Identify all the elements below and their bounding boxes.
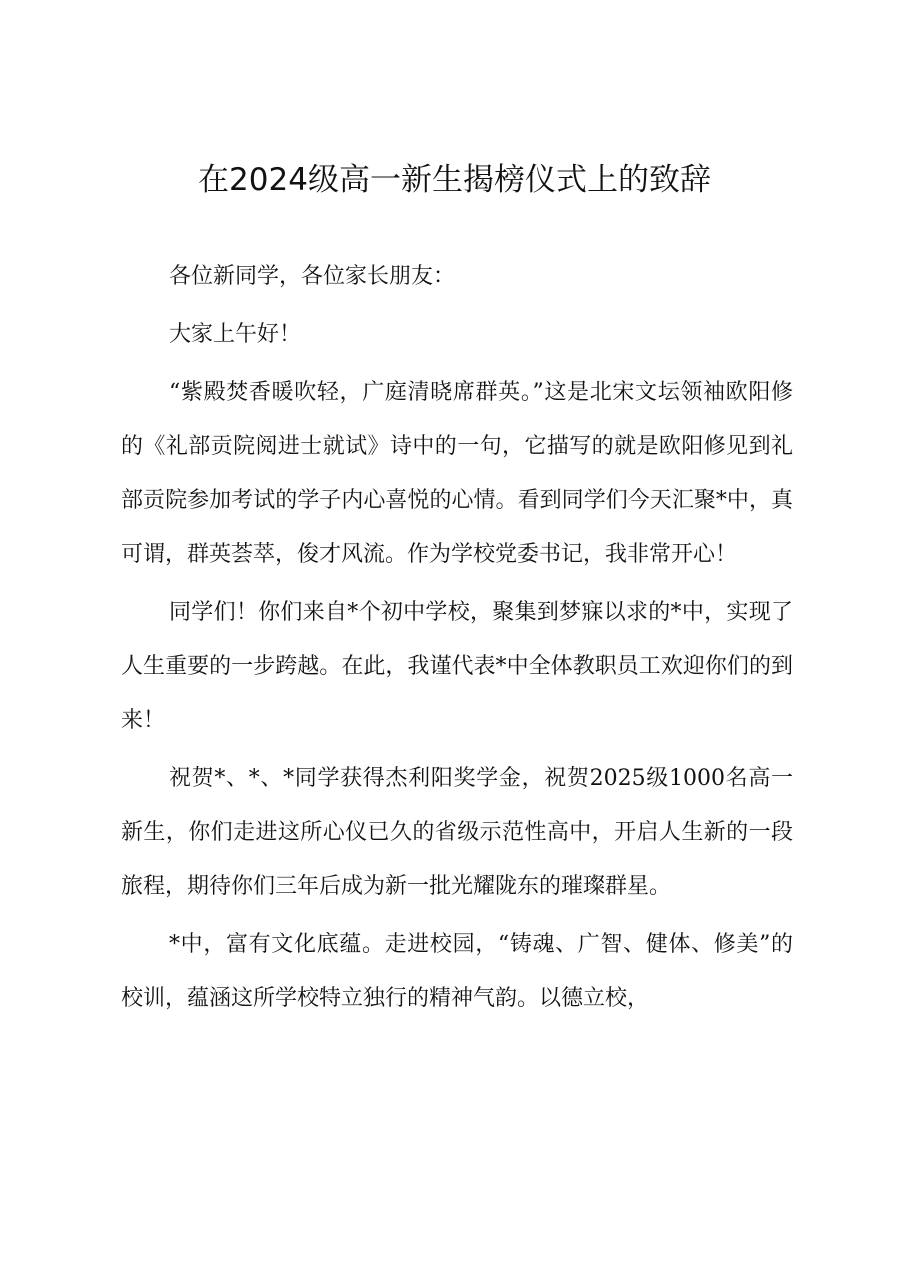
paragraph-welcome: 同学们！你们来自*个初中学校，聚集到梦寐以求的*中，实现了人生重要的一步跨越。在此，我谨代表*中全体教职员工欢迎你们的到来！: [121, 600, 793, 733]
paragraph-salutation: 各位新同学，各位家长朋友：: [169, 264, 456, 289]
paragraph-congratulations: 祝贺*、*、*同学获得杰利阳奖学金，祝贺2025级1000名高一新生，你们走进这所心仪已久的省级示范性高中，开启人生新的一段旅程，期待你们三年后成为新一批光耀陇东的璀璨群星。: [121, 766, 793, 899]
document-title: 在2024级高一新生揭榜仪式上的致辞: [198, 162, 711, 198]
paragraph-greeting: 大家上午好！: [169, 322, 302, 347]
document-body: [121, 250, 793, 1030]
paragraph-school-culture: *中，富有文化底蕴。走进校园，“铸魂、广智、健体、修美”的校训，蕴涵这所学校特立独行的精神气韵。以德立校，: [121, 932, 793, 1011]
paragraph-poem-quote: “紫殿焚香暖吹轻，广庭清晓席群英。”这是北宋文坛领袖欧阳修的《礼部贡院阅进士就试》诗中的一句，它描写的就是欧阳修见到礼部贡院参加考试的学子内心喜悦的心情。看到同学们今天汇聚*中，真可谓，群英荟萃，俊才风流。作为学校党委书记，我非常开心！: [121, 380, 793, 567]
